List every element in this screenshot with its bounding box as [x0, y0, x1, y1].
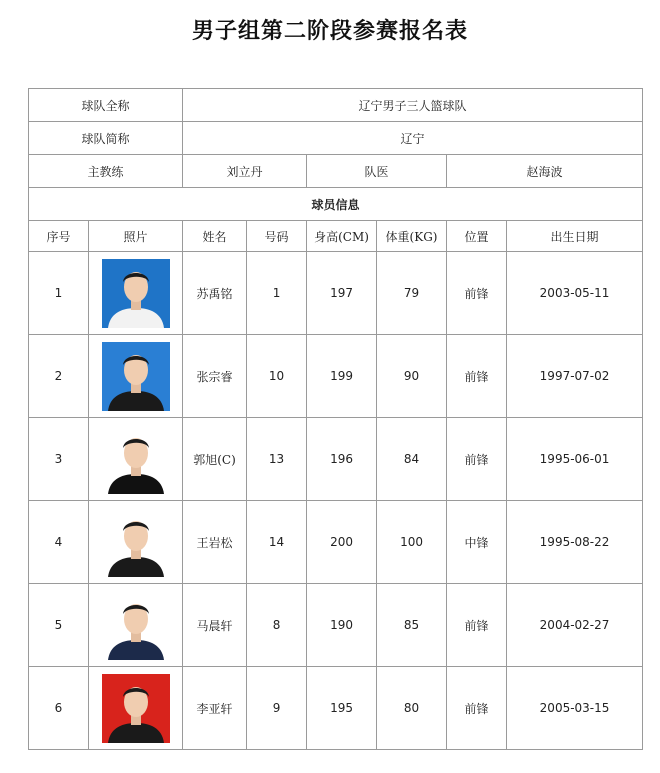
- player-name: 王岩松: [183, 501, 247, 584]
- player-height: 196: [307, 418, 377, 501]
- player-index: 1: [29, 252, 89, 335]
- team-full-name-label: 球队全称: [29, 89, 183, 122]
- player-photo-cell: [89, 584, 183, 667]
- player-birth-date: 1995-08-22: [507, 501, 643, 584]
- player-name: 郭旭(C): [183, 418, 247, 501]
- table-row: [29, 252, 643, 335]
- player-birth-date: 2004-02-27: [507, 584, 643, 667]
- player-position: 前锋: [447, 584, 507, 667]
- player-index: 4: [29, 501, 89, 584]
- player-birth-date: 2005-03-15: [507, 667, 643, 750]
- player-name: 马晨轩: [183, 584, 247, 667]
- coach-value: 刘立丹: [183, 155, 307, 188]
- column-header: 出生日期: [507, 221, 643, 252]
- team-full-name-row: [29, 89, 643, 122]
- player-number: 13: [247, 418, 307, 501]
- player-index: 6: [29, 667, 89, 750]
- column-header: 体重(KG): [377, 221, 447, 252]
- player-photo: [102, 674, 170, 743]
- player-birth-date: 1997-07-02: [507, 335, 643, 418]
- doctor-value: 赵海波: [447, 155, 643, 188]
- table-row: [29, 501, 643, 584]
- player-info-heading: 球员信息: [29, 188, 643, 221]
- player-height: 197: [307, 252, 377, 335]
- player-name: 张宗睿: [183, 335, 247, 418]
- player-photo-cell: [89, 335, 183, 418]
- column-header: 照片: [89, 221, 183, 252]
- player-number: 14: [247, 501, 307, 584]
- column-header-row: [29, 221, 643, 252]
- column-header: 姓名: [183, 221, 247, 252]
- player-photo: [102, 342, 170, 411]
- player-weight: 100: [377, 501, 447, 584]
- player-position: 前锋: [447, 418, 507, 501]
- team-short-name-label: 球队简称: [29, 122, 183, 155]
- table-row: [29, 667, 643, 750]
- staff-row: [29, 155, 643, 188]
- player-photo: [102, 591, 170, 660]
- player-height: 190: [307, 584, 377, 667]
- column-header: 号码: [247, 221, 307, 252]
- player-height: 195: [307, 667, 377, 750]
- registration-table: [28, 88, 643, 750]
- player-weight: 84: [377, 418, 447, 501]
- player-weight: 79: [377, 252, 447, 335]
- player-name: 苏禹铭: [183, 252, 247, 335]
- column-header: 位置: [447, 221, 507, 252]
- player-position: 前锋: [447, 335, 507, 418]
- player-index: 2: [29, 335, 89, 418]
- player-index: 3: [29, 418, 89, 501]
- player-position: 前锋: [447, 667, 507, 750]
- section-row: [29, 188, 643, 221]
- player-weight: 90: [377, 335, 447, 418]
- form-title: 男子组第二阶段参赛报名表: [191, 19, 468, 44]
- player-number: 10: [247, 335, 307, 418]
- player-birth-date: 2003-05-11: [507, 252, 643, 335]
- player-photo-cell: [89, 501, 183, 584]
- player-photo: [102, 425, 170, 494]
- column-header: 序号: [29, 221, 89, 252]
- player-photo-cell: [89, 667, 183, 750]
- team-short-name-value: 辽宁: [183, 122, 643, 155]
- player-photo: [102, 508, 170, 577]
- column-header: 身高(CM): [307, 221, 377, 252]
- player-weight: 80: [377, 667, 447, 750]
- team-short-name-row: [29, 122, 643, 155]
- doctor-label: 队医: [307, 155, 447, 188]
- coach-label: 主教练: [29, 155, 183, 188]
- table-row: [29, 335, 643, 418]
- player-position: 中锋: [447, 501, 507, 584]
- player-index: 5: [29, 584, 89, 667]
- player-photo: [102, 259, 170, 328]
- player-photo-cell: [89, 252, 183, 335]
- table-row: [29, 584, 643, 667]
- team-full-name-value: 辽宁男子三人篮球队: [183, 89, 643, 122]
- player-birth-date: 1995-06-01: [507, 418, 643, 501]
- player-photo-cell: [89, 418, 183, 501]
- player-weight: 85: [377, 584, 447, 667]
- player-number: 1: [247, 252, 307, 335]
- player-name: 李亚轩: [183, 667, 247, 750]
- player-number: 8: [247, 584, 307, 667]
- player-height: 200: [307, 501, 377, 584]
- player-height: 199: [307, 335, 377, 418]
- player-number: 9: [247, 667, 307, 750]
- player-position: 前锋: [447, 252, 507, 335]
- table-row: [29, 418, 643, 501]
